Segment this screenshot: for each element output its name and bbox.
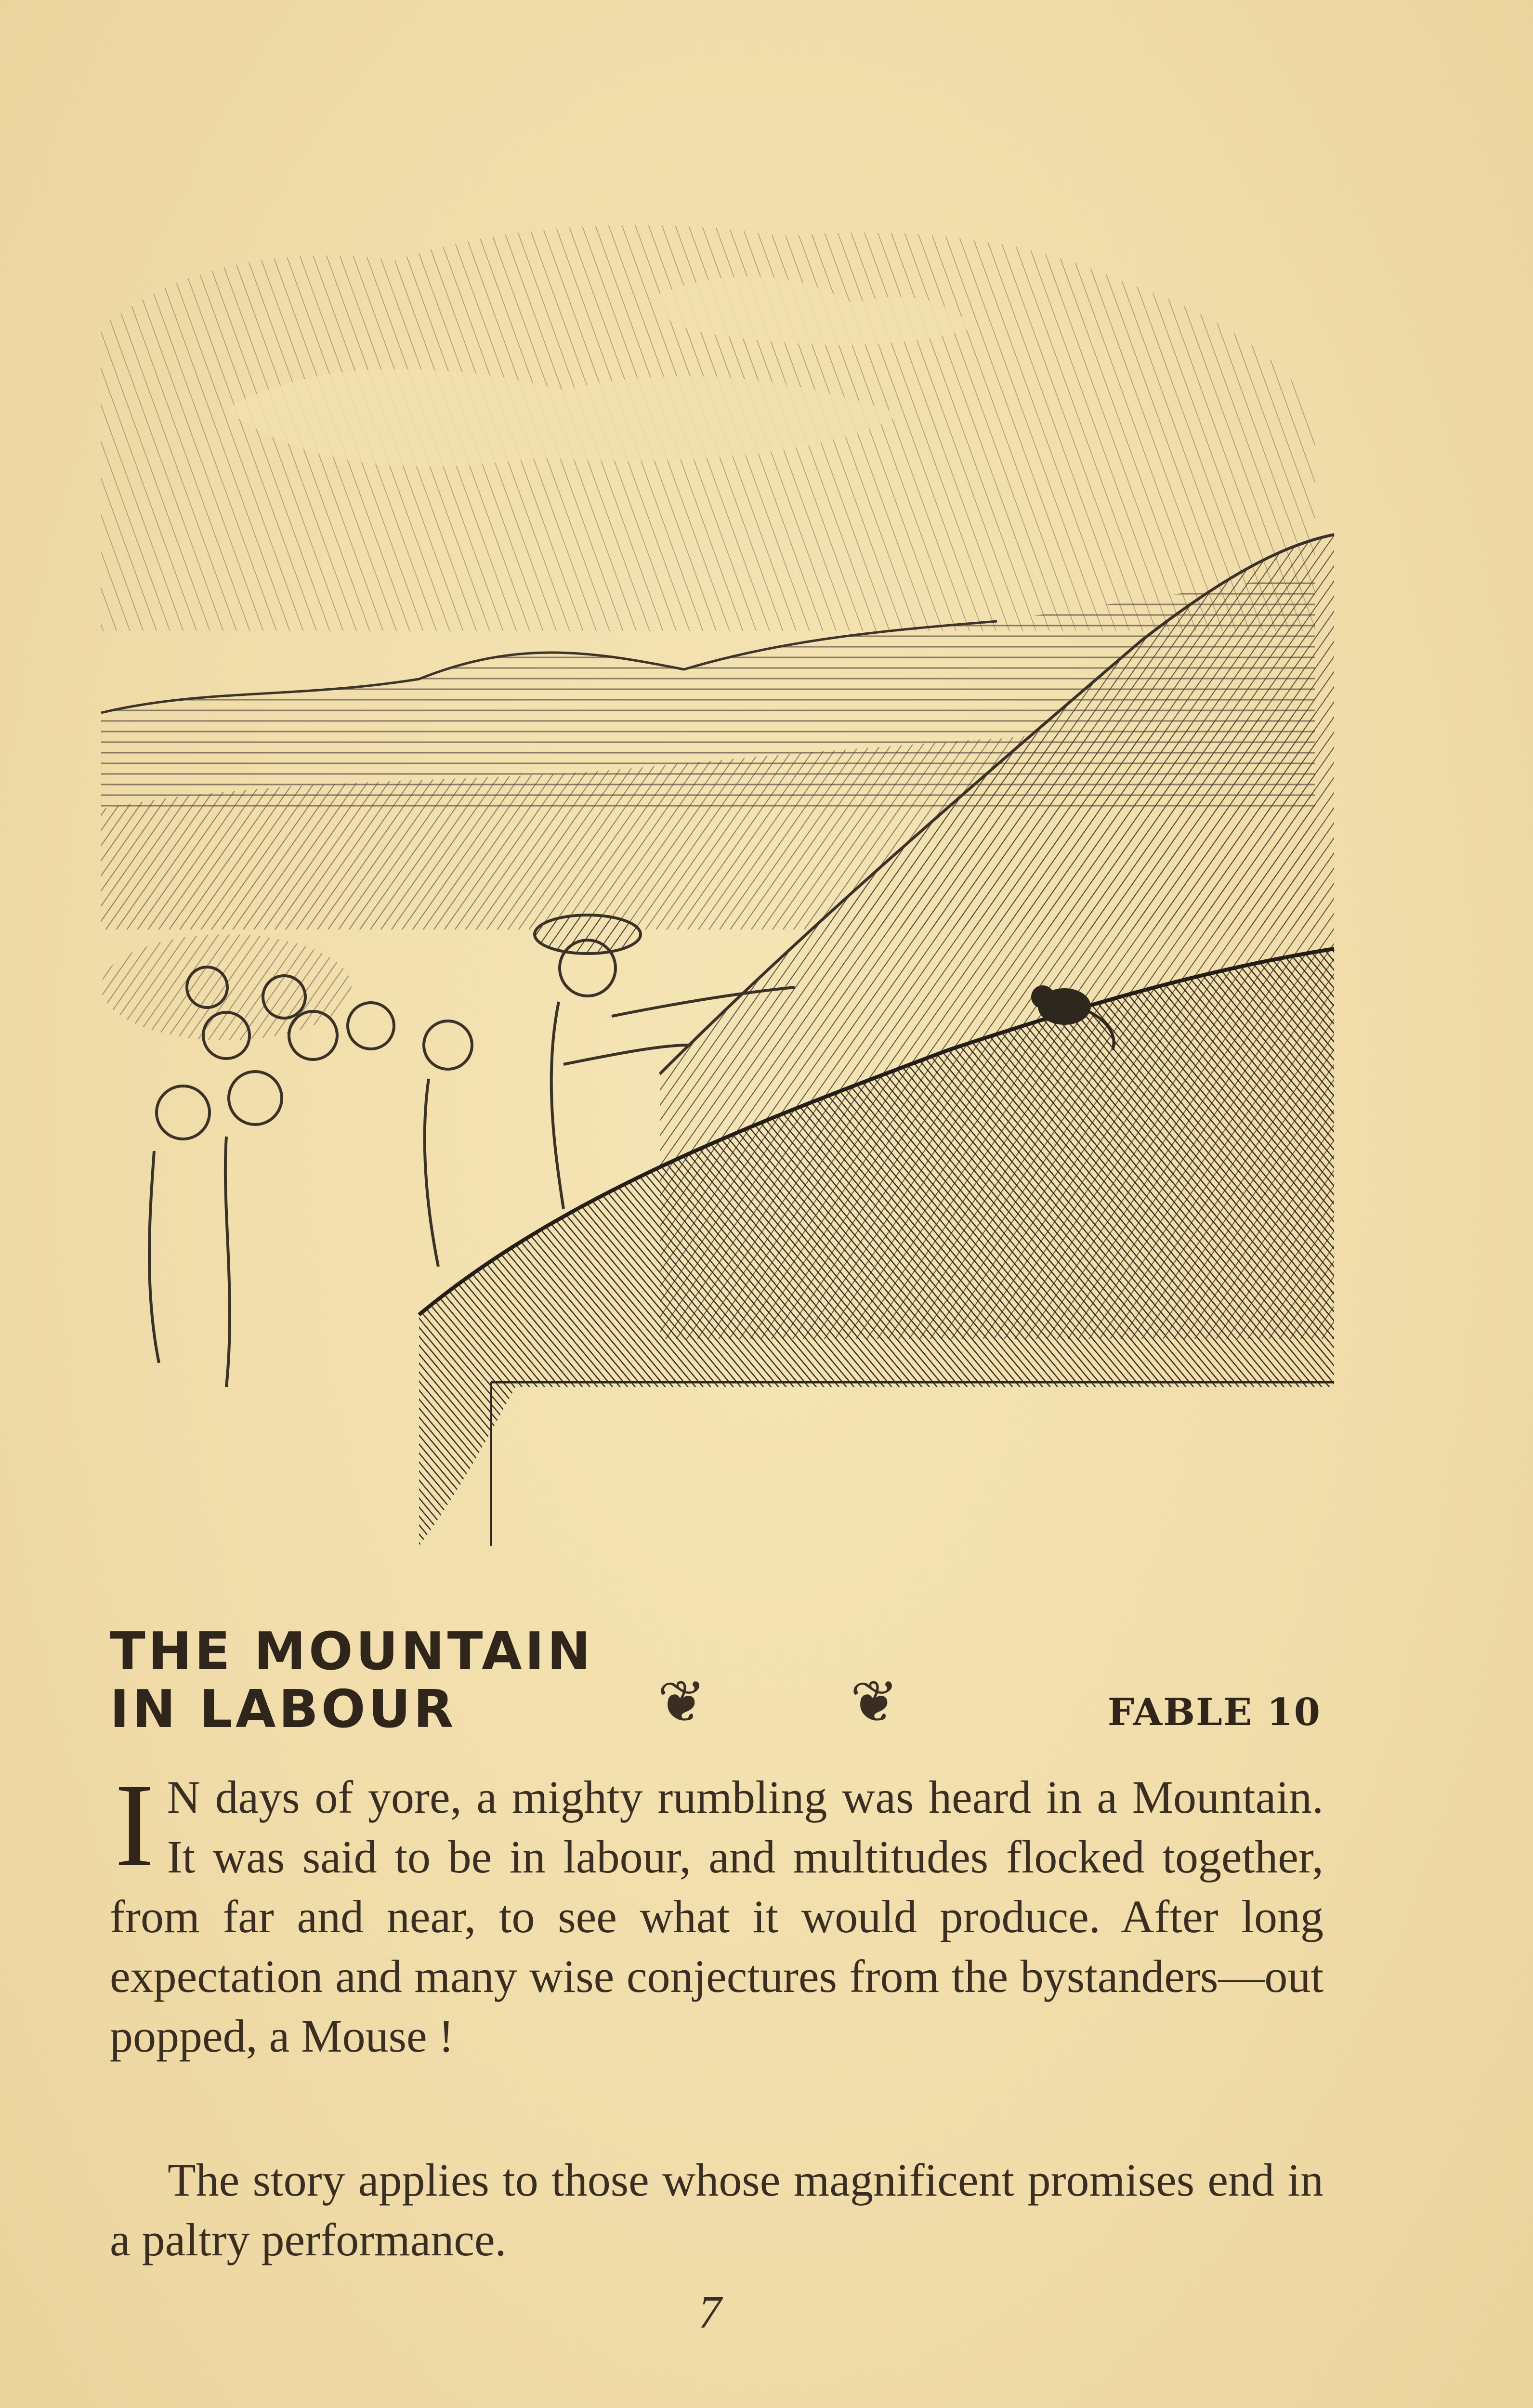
fable-illustration xyxy=(82,207,1353,1556)
fleuron-ornament-icon: ❦ xyxy=(850,1669,899,1736)
fable-body xyxy=(110,1759,1323,2066)
fable-number: FABLE 10 xyxy=(1107,1690,1321,1734)
fable-title xyxy=(110,1623,593,1739)
page-number: 7 xyxy=(698,2286,721,2338)
title-line-2: IN LABOUR xyxy=(110,1679,457,1740)
fable-moral: The story applies to those whose magnificent promises end in a paltry performance. xyxy=(110,2154,1323,2265)
title-line-1: THE MOUNTAIN xyxy=(110,1622,594,1682)
fable-body-text: N days of yore, a mighty rumbling was heard in a Mountain. It was said to be in labour, and multitudes flocked together, from far and near, to see what it would produce. After long expectation and many wise conjectures from the bystanders—out popped, a Mouse ! xyxy=(110,1771,1323,2062)
fleuron-ornament-icon: ❦ xyxy=(657,1669,706,1736)
drop-cap: I xyxy=(115,1759,155,1891)
